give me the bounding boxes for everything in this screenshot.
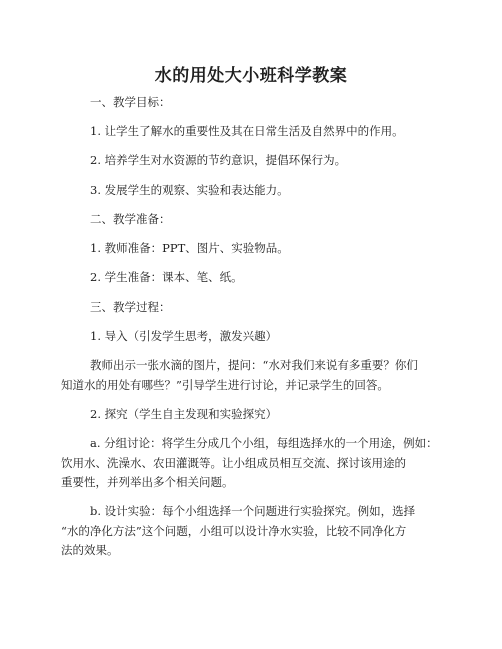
preparation-item: 2. 学生准备：课本、笔、纸。 [90, 270, 243, 284]
section-heading-objectives: 一、教学目标： [90, 95, 171, 109]
paragraph-line: 知道水的用处有哪些？”引导学生进行讨论，并记录学生的回答。 [61, 378, 389, 392]
section-heading-preparation: 二、教学准备： [90, 212, 171, 226]
paragraph-line: 教师出示一张水滴的图片，提问：“水对我们来说有多重要？你们 [90, 358, 418, 372]
process-step-heading: 2. 探究（学生自主发现和实验探究） [90, 407, 278, 421]
objective-item: 1. 让学生了解水的重要性及其在日常生活及自然界中的作用。 [90, 124, 404, 138]
document-title: 水的用处大小班科学教案 [154, 66, 348, 86]
section-heading-process: 三、教学过程： [90, 300, 171, 314]
paragraph-line: 重要性，并列举出多个相关问题。 [61, 475, 234, 489]
paragraph-line: b. 设计实验：每个小组选择一个问题进行实验探究。例如，选择 [90, 504, 416, 518]
paragraph-line: “水的净化方法”这个问题，小组可以设计净水实验，比较不同净化方 [61, 524, 407, 538]
process-step-heading: 1. 导入（引发学生思考，激发兴趣） [90, 329, 278, 343]
paragraph-line: 法的效果。 [61, 543, 119, 557]
objective-item: 3. 发展学生的观察、实验和表达能力。 [90, 183, 289, 197]
paragraph-line: a. 分组讨论：将学生分成几个小组，每组选择水的一个用途，例如： [90, 436, 438, 450]
paragraph-line: 饮用水、洗澡水、农田灌溉等。让小组成员相互交流、探讨该用途的 [61, 456, 406, 470]
objective-item: 2. 培养学生对水资源的节约意识，提倡环保行为。 [90, 153, 347, 167]
preparation-item: 1. 教师准备：PPT、图片、实验物品。 [90, 241, 289, 255]
